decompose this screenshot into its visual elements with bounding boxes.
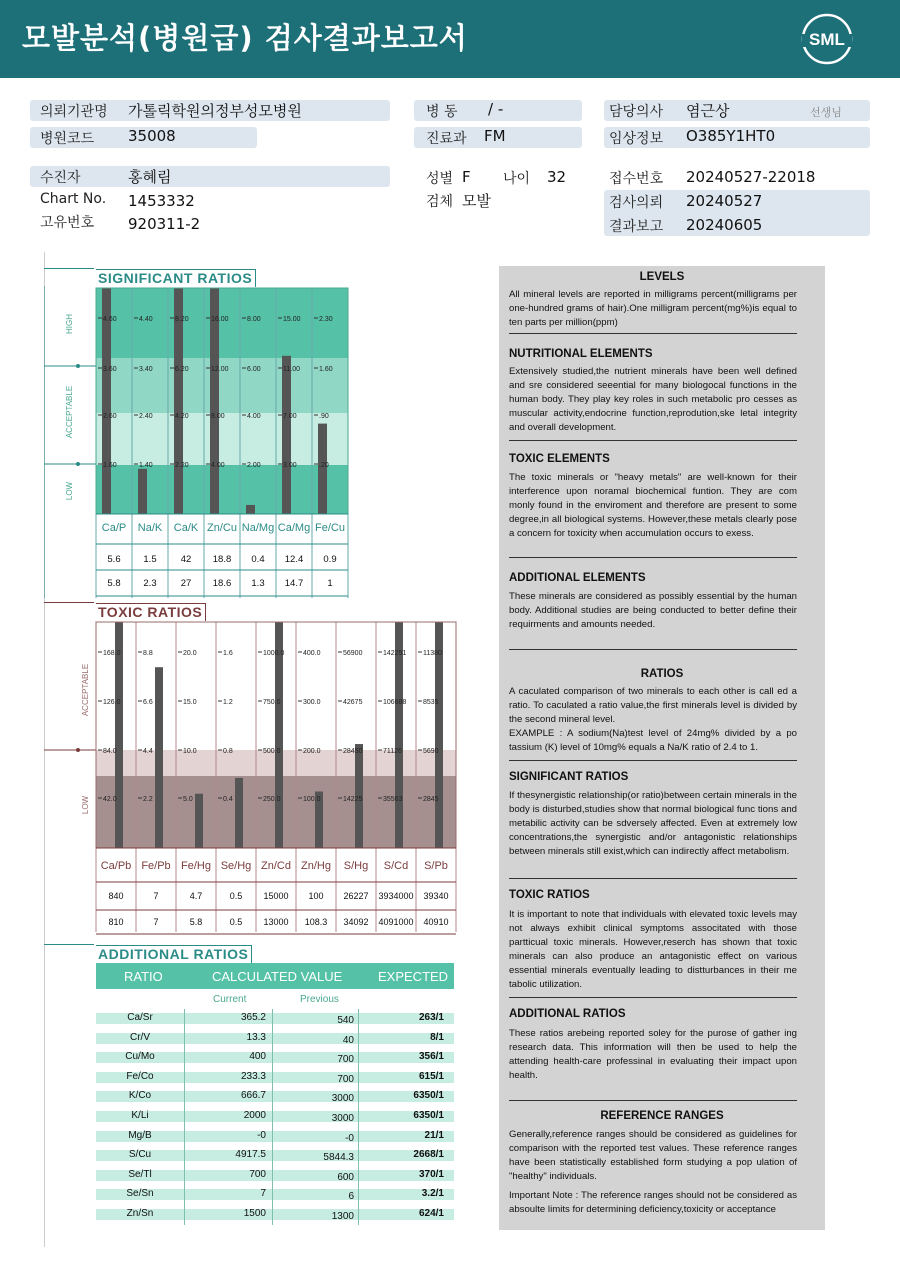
report-title: 모발분석(병원급) 검사결과보고서 <box>22 21 468 55</box>
tick-label: 0.8 <box>223 748 233 755</box>
expected-cell: 6350/1 <box>413 1090 444 1102</box>
previous-value: 14.7 <box>284 578 304 589</box>
tick-label: 4.4 <box>143 748 153 755</box>
bar-se-hg <box>235 778 243 848</box>
zone-acceptable-lower <box>96 413 348 465</box>
column-label: Zn/Hg <box>301 860 331 872</box>
report-header <box>0 0 900 78</box>
zone-high <box>96 288 348 358</box>
sub-current: Current <box>213 994 247 1005</box>
toxic-title: TOXIC RATIOS <box>96 603 206 621</box>
reference-note: Important Note : The reference ranges should not be considered as absoulte limits for determining deficiency,toxicity or acceptance <box>509 1190 797 1215</box>
sml-logo <box>800 12 854 66</box>
bar-na-mg <box>246 505 255 514</box>
ratio-cell: Zn/Sn <box>126 1208 154 1219</box>
tick-label: 5.0 <box>183 796 193 803</box>
tick-label: 4.40 <box>139 316 153 323</box>
head-ratio: RATIO <box>124 969 163 984</box>
ratio-cell: Fe/Co <box>126 1070 154 1082</box>
table-row <box>96 1127 454 1147</box>
receipt-label: 접수번호 <box>609 171 664 187</box>
column-label: Ca/Mg <box>277 522 311 534</box>
current-value: 0.4 <box>251 554 265 565</box>
previous-value: 40910 <box>423 917 449 927</box>
previous-value: 810 <box>108 917 124 927</box>
zone-low <box>96 465 348 514</box>
column-label: S/Cd <box>383 860 409 872</box>
previous-cell: 700 <box>337 1073 354 1085</box>
ratios-example: EXAMPLE : A sodium(Na)test level of 24mg% divided by a po tassium (K) level of 10mg% equals a Na/K ratio of 2.4 to 1. <box>509 728 797 753</box>
current-value: 5.6 <box>107 554 121 565</box>
previous-value: 18.6 <box>212 578 232 589</box>
toxic-elements-text: The toxic minerals or "heavy metals" are well-known for their interference upon noramal biochemical funtion. They are com monly found in the enviroment and therefore are present to some degree,in all biological systems. However,these metals clearly pose a concern for toxicity when accumulation occurs to exess. <box>509 472 797 539</box>
request-label: 검사의뢰 <box>609 195 664 211</box>
tick-label: 8.8 <box>143 650 153 657</box>
tick-label: 8535 <box>423 699 439 706</box>
tick-label: 35563 <box>383 796 403 803</box>
doctor-suffix: 선생님 <box>810 106 842 119</box>
reference-text: Generally,reference ranges should be considered as guidelines for comparison with the reported test values. These reference ranges have been statistically established form studying a pop ulation of "healthy" individuals. <box>509 1129 797 1182</box>
previous-value: 34092 <box>343 917 369 927</box>
tick-label: 1.60 <box>319 366 333 373</box>
tick-label: 142251 <box>383 650 407 657</box>
tox-ratios-heading: TOXIC RATIOS <box>509 889 590 901</box>
current-value: 840 <box>108 891 124 901</box>
dept-value: FM <box>484 127 506 145</box>
tick-label: 56900 <box>343 650 363 657</box>
tick-label: 4.00 <box>247 413 261 420</box>
bar-fe-pb <box>155 667 163 848</box>
current-value: 0.5 <box>229 891 243 901</box>
chart-label: Chart No. <box>40 191 107 207</box>
tick-label: 6.00 <box>247 366 261 373</box>
previous-value: 0.5 <box>229 917 243 927</box>
expected-cell: 263/1 <box>418 1012 444 1023</box>
logo-text: SML <box>809 30 845 49</box>
specimen-value: 모발 <box>462 192 491 210</box>
tick-label: 3.40 <box>139 366 153 373</box>
current-value: 3934000 <box>378 891 414 901</box>
previous-cell: 40 <box>342 1034 354 1046</box>
tick-label: 4.00 <box>211 462 225 469</box>
current-value: 7 <box>153 891 159 901</box>
doctor-label: 담당의사 <box>609 104 664 120</box>
ratio-cell: Se/Sn <box>126 1188 154 1200</box>
tick-label: 8.00 <box>247 316 261 323</box>
ratio-cell: K/Li <box>131 1110 149 1121</box>
expected-cell: 3.2/1 <box>421 1188 444 1200</box>
column-label: Se/Hg <box>220 860 252 872</box>
previous-value: 27 <box>180 578 192 589</box>
previous-cell: 700 <box>337 1054 354 1066</box>
bar-ca-mg <box>282 356 291 514</box>
tick-label: 5690 <box>423 748 439 755</box>
tick-label: 42.0 <box>103 796 117 803</box>
tick-label: 11.00 <box>283 366 300 373</box>
tick-label: .90 <box>319 413 329 420</box>
report-label: 결과보고 <box>609 219 664 235</box>
tick-label: 1.6 <box>223 650 233 657</box>
tick-label: 15.00 <box>283 316 301 323</box>
bar-fe-hg <box>195 794 203 848</box>
code-label: 병원코드 <box>40 131 95 147</box>
clinical-value: O385Y1HT0 <box>686 127 776 145</box>
tick-label: 500.0 <box>263 748 281 755</box>
tick-label: 10.0 <box>183 748 197 755</box>
current-cell: 233.3 <box>240 1070 266 1082</box>
table-row <box>96 1048 454 1068</box>
tick-label: 1000.0 <box>263 650 285 657</box>
ratio-cell: K/Co <box>128 1090 152 1102</box>
expected-cell: 356/1 <box>418 1051 444 1063</box>
tick-label: 42675 <box>343 699 363 706</box>
inst-value: 가톨릭학원의정부성모병원 <box>128 102 302 120</box>
tick-label: 100.0 <box>303 796 321 803</box>
tick-label: 12.00 <box>211 366 229 373</box>
age-value: 32 <box>547 168 567 186</box>
sex-value: F <box>462 168 471 186</box>
table-row <box>96 1107 454 1127</box>
current-value: 0.9 <box>323 554 337 565</box>
tick-label: 4.20 <box>175 413 189 420</box>
current-value: 100 <box>308 891 324 901</box>
table-row <box>96 1087 454 1107</box>
table-row <box>96 1029 454 1049</box>
tick-label: 16.00 <box>211 316 229 323</box>
tick-label: 6.20 <box>175 366 189 373</box>
zone-marker-dot <box>76 364 80 368</box>
previous-value: 7 <box>153 917 159 927</box>
head-expected: EXPECTED <box>378 969 449 984</box>
previous-cell: 600 <box>337 1171 354 1183</box>
tick-label: 71126 <box>383 748 402 755</box>
tick-label: 2.20 <box>175 462 189 469</box>
bar-na-k <box>138 469 147 514</box>
zone-marker-dot <box>76 462 80 466</box>
current-cell: 13.3 <box>246 1031 266 1043</box>
ratio-cell: Mg/B <box>128 1129 152 1141</box>
column-label: Ca/Pb <box>100 860 132 872</box>
doctor-value: 염근상 <box>686 102 730 120</box>
current-cell: 1500 <box>243 1208 266 1219</box>
nutritional-heading: NUTRITIONAL ELEMENTS <box>509 348 653 360</box>
column-label: Zn/Cd <box>261 860 291 872</box>
tick-label: 2.40 <box>139 413 153 420</box>
zone-label: ACCEPTABLE <box>81 663 90 717</box>
significant-title: SIGNIFICANT RATIOS <box>96 269 256 287</box>
current-cell: 4917.5 <box>235 1149 266 1161</box>
tick-label: 28450 <box>343 748 363 755</box>
zone-label: LOW <box>65 481 74 501</box>
tick-label: 0.4 <box>223 796 233 803</box>
ratios-text: A caculated comparison of two minerals to each other is call ed a ratio. To caculated a ratio value,the first minerals level is divided by the second mineral level. <box>509 686 797 725</box>
tick-label: 14225 <box>343 796 363 803</box>
previous-cell: 540 <box>337 1015 354 1026</box>
explanations-panel <box>499 266 825 1230</box>
toxic-ratios-chart <box>44 620 464 940</box>
code-value: 35008 <box>128 127 176 145</box>
column-label: Zn/Cu <box>207 522 237 534</box>
table-row <box>96 1068 454 1088</box>
tick-label: 20.0 <box>183 650 197 657</box>
tick-label: 84.0 <box>103 748 117 755</box>
column-label: Fe/Hg <box>181 860 211 872</box>
uid-label: 고유번호 <box>40 215 95 231</box>
tick-label: 3.60 <box>103 366 117 373</box>
zone-label: LOW <box>81 795 90 815</box>
expected-cell: 370/1 <box>418 1168 444 1180</box>
table-row <box>96 1009 454 1029</box>
previous-cell: 5844.3 <box>323 1152 354 1164</box>
previous-cell: 3000 <box>331 1093 354 1105</box>
ratio-cell: S/Cu <box>128 1149 152 1161</box>
tick-label: 106688 <box>383 699 407 706</box>
current-cell: 666.7 <box>240 1090 266 1102</box>
tick-label: 7.00 <box>283 413 297 420</box>
tick-label: 3.00 <box>283 462 297 469</box>
patient-label: 수진자 <box>40 170 81 186</box>
expected-cell: 615/1 <box>418 1070 444 1082</box>
report-value: 20240605 <box>686 216 763 234</box>
tick-label: 1.2 <box>223 699 233 706</box>
column-label: Fe/Pb <box>141 860 171 872</box>
column-label: Na/K <box>137 522 163 534</box>
previous-value: 2.3 <box>143 578 157 589</box>
previous-cell: 1300 <box>331 1211 354 1222</box>
dept-label: 진료과 <box>426 131 467 147</box>
add-ratios-heading: ADDITIONAL RATIOS <box>509 1008 626 1020</box>
additional-title: ADDITIONAL RATIOS <box>96 945 252 963</box>
tick-label: 200.0 <box>303 748 321 755</box>
tick-label: 168.0 <box>103 650 121 657</box>
tick-label: 250.0 <box>263 796 281 803</box>
column-label: Ca/K <box>173 522 199 534</box>
clinical-label: 임상정보 <box>609 131 664 147</box>
previous-value: 1.3 <box>251 578 265 589</box>
column-label: S/Hg <box>343 860 369 872</box>
tick-label: .20 <box>319 462 329 469</box>
current-value: 1.5 <box>143 554 157 565</box>
current-value: 18.8 <box>212 554 232 565</box>
expected-cell: 624/1 <box>418 1208 444 1219</box>
current-cell: 2000 <box>243 1110 266 1121</box>
head-calc: CALCULATED VALUE <box>212 969 343 984</box>
previous-value: 108.3 <box>304 917 328 927</box>
table-row <box>96 1205 454 1225</box>
patient-value: 홍혜림 <box>128 168 172 186</box>
tick-label: 11380 <box>423 650 442 657</box>
toxic-elements-heading: TOXIC ELEMENTS <box>509 453 610 465</box>
additional-elements-text: These minerals are considered as possibly essential by the human body. Additional studies are being conducted to better define their requirments and amounts needed. <box>509 591 797 630</box>
column-label: S/Pb <box>424 860 448 872</box>
previous-value: 5.8 <box>189 917 203 927</box>
current-value: 42 <box>180 554 192 565</box>
column-label: Na/Mg <box>241 522 275 534</box>
previous-value: 1 <box>327 578 333 589</box>
current-cell: 700 <box>249 1168 266 1180</box>
zone-marker-dot <box>76 748 80 752</box>
sub-previous: Previous <box>300 994 339 1005</box>
inst-label: 의뢰기관명 <box>40 104 108 120</box>
expected-cell: 2668/1 <box>413 1149 444 1161</box>
tick-label: 15.0 <box>183 699 197 706</box>
tick-label: 4.60 <box>103 316 117 323</box>
previous-cell: 6 <box>348 1191 354 1203</box>
current-value: 26227 <box>343 891 369 901</box>
specimen-label: 검체 <box>426 194 454 210</box>
ratio-cell: Ca/Sr <box>127 1012 153 1023</box>
ratio-cell: Cr/V <box>130 1031 150 1043</box>
tick-label: 750.0 <box>263 699 281 706</box>
previous-value: 13000 <box>263 917 289 927</box>
sig-ratios-heading: SIGNIFICANT RATIOS <box>509 771 629 783</box>
current-cell: -0 <box>257 1129 266 1141</box>
tick-label: 1.60 <box>103 462 117 469</box>
levels-text: All mineral levels are reported in milligrams percent(milligrams per one-hundred grams of hair).One milligram percent(mg%)is equal to ten parts per million(ppm) <box>509 289 797 328</box>
table-row <box>96 1166 454 1186</box>
current-cell: 7 <box>260 1188 266 1200</box>
current-value: 12.4 <box>284 554 304 565</box>
age-label: 나이 <box>503 171 531 187</box>
additional-table-header <box>96 963 454 989</box>
sig-ratios-text: If thesynergistic relationship(or ratio)between certain minerals in the body is disturbed,studies show that normal biological func tions and metabilic activity can be sdversely affected. Even at extremely low concentrations,the synergistic and/or antagonistic relationships between minerals still exist,which can indirectly affect metabolism. <box>509 790 797 857</box>
expected-cell: 8/1 <box>430 1031 444 1043</box>
tick-label: 2.60 <box>103 413 117 420</box>
tick-label: 2.2 <box>143 796 153 803</box>
ratio-cell: Cu/Mo <box>125 1051 155 1063</box>
table-row <box>96 1185 454 1205</box>
ward-value: / - <box>488 100 504 118</box>
current-value: 15000 <box>263 891 289 901</box>
sex-label: 성별 <box>426 171 454 187</box>
tick-label: 300.0 <box>303 699 321 706</box>
table-row <box>96 1146 454 1166</box>
tick-label: 8.20 <box>175 316 189 323</box>
significant-ratios-chart <box>44 286 354 598</box>
zone-label: HIGH <box>65 314 74 334</box>
tick-label: 126.0 <box>103 699 121 706</box>
current-cell: 400 <box>249 1051 266 1063</box>
current-value: 4.7 <box>189 891 203 901</box>
nutritional-text: Extensively studied,the nutrient minerals have been well defined and sre considered seeential for many biologocal functions in the human body. They play key roles in such metabolic pro cesses as muscular activity,endocrine function,reprodution,ske letal integrity and overall development. <box>509 366 797 433</box>
column-label: Ca/P <box>101 522 127 534</box>
previous-value: 5.8 <box>107 578 121 589</box>
tick-label: 1.40 <box>139 462 153 469</box>
expected-cell: 21/1 <box>424 1129 444 1141</box>
additional-ratios-table <box>96 963 454 1231</box>
uid-value: 920311-2 <box>128 215 201 233</box>
chart-value: 1453332 <box>128 192 195 210</box>
current-cell: 365.2 <box>240 1012 266 1023</box>
tox-ratios-text: It is important to note that individuals with elevated toxic levels may not always exhibit clinical symptoms associtated with those partticual toxic minerals. However,reserch has shown that toxic minerals can also produce an antagonistic effect on various essential minerals eventually leading to distturbances in their me tabolic utilization. <box>509 909 797 990</box>
receipt-value: 20240527-22018 <box>686 168 816 186</box>
levels-heading: LEVELS <box>639 271 685 283</box>
ward-label: 병 동 <box>426 104 458 120</box>
request-value: 20240527 <box>686 192 763 210</box>
ratios-heading: RATIOS <box>640 668 684 680</box>
tick-label: 8.00 <box>211 413 225 420</box>
tick-label: 6.6 <box>143 699 153 706</box>
column-label: Fe/Cu <box>315 522 345 534</box>
tick-label: 2.00 <box>247 462 261 469</box>
previous-cell: -0 <box>345 1132 354 1144</box>
reference-heading: REFERENCE RANGES <box>600 1110 724 1122</box>
tick-label: 2845 <box>423 796 439 803</box>
expected-cell: 6350/1 <box>413 1110 444 1121</box>
zone-label: ACCEPTABLE <box>65 385 74 439</box>
tick-label: 400.0 <box>303 650 321 657</box>
previous-cell: 3000 <box>331 1113 354 1124</box>
tick-label: 2.30 <box>319 316 333 323</box>
additional-elements-heading: ADDITIONAL ELEMENTS <box>509 572 646 584</box>
ratio-cell: Se/Tl <box>128 1168 152 1180</box>
current-value: 39340 <box>423 891 449 901</box>
add-ratios-text: These ratios arebeing reported soley for the purose of gather ing research data. This information will then be used to help the attending health-care professinal in evaluating their impact upon health. <box>509 1028 797 1081</box>
previous-value: 4091000 <box>378 917 414 927</box>
